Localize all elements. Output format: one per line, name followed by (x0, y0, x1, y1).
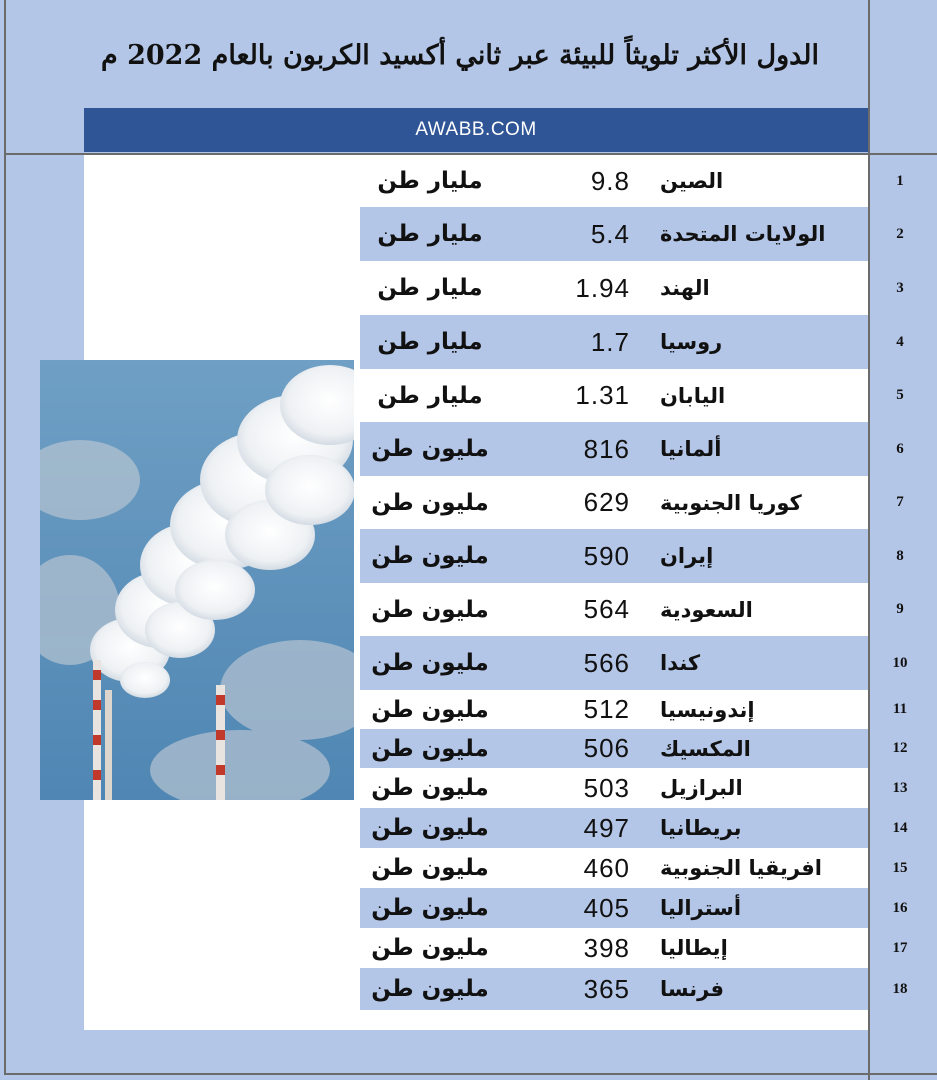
value-cell: 405 (583, 892, 630, 923)
rank-cell: 14 (892, 819, 908, 836)
rank-cell: 2 (896, 225, 904, 242)
country-cell: ألمانيا (660, 437, 722, 461)
unit-cell: مليون طن (371, 650, 489, 676)
value-cell: 590 (583, 540, 630, 571)
country-cell: البرازيل (660, 776, 743, 800)
country-cell: الهند (660, 276, 710, 300)
country-cell: كوريا الجنوبية (660, 490, 802, 515)
unit-cell: مليار طن (377, 275, 483, 301)
country-cell: فرنسا (660, 977, 724, 1001)
unit-cell: مليون طن (371, 543, 489, 569)
unit-cell: مليون طن (371, 489, 489, 516)
rank-cell: 12 (892, 740, 908, 756)
table-row (360, 583, 868, 636)
rank-cell: 1 (896, 172, 904, 189)
value-cell: 566 (583, 647, 630, 678)
value-cell: 816 (583, 433, 630, 464)
value-cell: 1.94 (575, 272, 630, 303)
table-row (360, 690, 868, 729)
table-row (360, 928, 868, 968)
value-cell: 497 (583, 812, 630, 843)
unit-cell: مليار طن (377, 168, 483, 194)
value-cell: 1.31 (575, 380, 630, 410)
table-row (360, 529, 868, 583)
country-cell: افريقيا الجنوبية (660, 856, 822, 880)
country-cell: بريطانيا (660, 816, 742, 840)
value-cell: 1.7 (590, 326, 630, 357)
rank-cell: 3 (896, 279, 904, 296)
site-banner: AWABB.COM (84, 108, 868, 152)
value-cell: 460 (583, 852, 630, 883)
country-cell: كندا (660, 651, 701, 675)
country-cell: السعودية (660, 597, 753, 622)
unit-cell: مليون طن (371, 735, 489, 762)
frame-bottom-border (4, 1073, 937, 1075)
rank-cell: 13 (892, 779, 908, 796)
unit-cell: مليون طن (371, 436, 489, 462)
rank-cell: 11 (892, 701, 908, 717)
rank-cell: 4 (896, 333, 904, 350)
rank-cell: 16 (892, 899, 908, 916)
country-cell: إيطاليا (660, 936, 728, 960)
table-row (360, 369, 868, 422)
table-row (360, 261, 868, 315)
country-cell: إيران (660, 544, 714, 568)
value-cell: 398 (583, 932, 630, 963)
table-row (360, 848, 868, 888)
rank-cell: 5 (896, 387, 904, 403)
country-cell: اليابان (660, 383, 726, 408)
value-cell: 5.4 (590, 218, 630, 249)
table-row (360, 808, 868, 848)
unit-cell: مليون طن (371, 815, 489, 841)
unit-cell: مليار طن (377, 329, 483, 355)
country-cell: الولايات المتحدة (660, 222, 826, 246)
table-row (360, 768, 868, 808)
unit-cell: مليون طن (371, 976, 489, 1002)
rank-cell: 9 (896, 601, 904, 617)
value-cell: 503 (583, 772, 630, 803)
rank-cell: 8 (896, 547, 904, 564)
unit-cell: مليار طن (377, 382, 483, 409)
rank-cell: 18 (892, 980, 908, 997)
rank-cell: 6 (896, 440, 904, 457)
table-row (360, 207, 868, 261)
table-row (360, 729, 868, 768)
table-row (360, 155, 868, 207)
table-row (360, 315, 868, 369)
rank-cell: 10 (892, 654, 908, 671)
unit-cell: مليون طن (371, 696, 489, 723)
country-cell: روسيا (660, 330, 723, 354)
value-cell: 365 (583, 973, 630, 1004)
page-title: الدول الأكثر تلويثاً للبيئة عبر ثاني أكسيد الكربون بالعام 2022 م (100, 40, 820, 71)
country-cell: إندونيسيا (660, 697, 755, 722)
table-row (360, 422, 868, 476)
table-row (360, 968, 868, 1010)
rank-cell: 7 (896, 494, 904, 510)
table-row (360, 476, 868, 529)
country-cell: أستراليا (660, 896, 742, 920)
unit-cell: مليار طن (377, 221, 483, 247)
value-cell: 629 (583, 487, 630, 517)
frame-left-border (4, 0, 6, 1075)
value-cell: 564 (583, 594, 630, 624)
smokestack-photo (40, 360, 354, 800)
country-cell: الصين (660, 169, 724, 193)
unit-cell: مليون طن (371, 935, 489, 961)
value-cell: 9.8 (590, 165, 630, 196)
value-cell: 512 (583, 694, 630, 724)
table-row (360, 636, 868, 690)
rank-cell: 17 (892, 939, 908, 956)
unit-cell: مليون طن (371, 855, 489, 881)
rank-cell: 15 (892, 859, 908, 876)
unit-cell: مليون طن (371, 895, 489, 921)
table-row (360, 888, 868, 928)
country-cell: المكسيك (660, 736, 751, 761)
value-cell: 506 (583, 733, 630, 763)
unit-cell: مليون طن (371, 596, 489, 623)
smokestack-illustration (40, 360, 354, 800)
unit-cell: مليون طن (371, 775, 489, 801)
